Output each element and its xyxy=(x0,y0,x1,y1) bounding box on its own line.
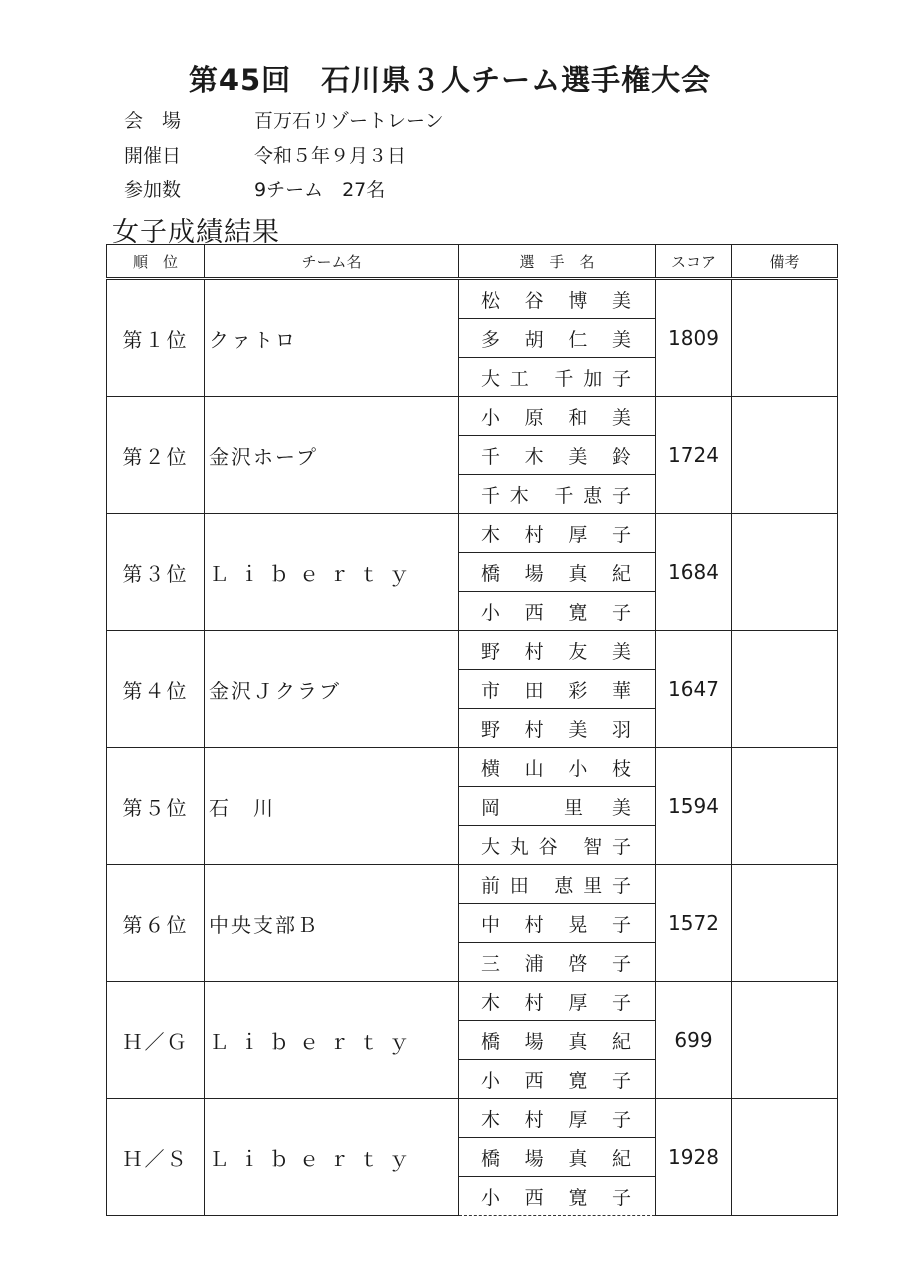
team-name-cell: Ｌｉｂｅｒｔｙ xyxy=(205,1099,459,1216)
player-name-cell: 小西寛子 xyxy=(459,1177,656,1216)
score-cell: 1572 xyxy=(656,865,732,982)
note-cell xyxy=(732,279,838,397)
header-rank: 順 位 xyxy=(107,245,205,279)
rank-cell: 第６位 xyxy=(107,865,205,982)
document-title: 第45回 石川県３人チーム選手権大会 xyxy=(188,63,712,97)
rank-cell: 第５位 xyxy=(107,748,205,865)
results-body xyxy=(107,279,838,1216)
score-cell: 1647 xyxy=(656,631,732,748)
rank-cell: Ｈ／Ｓ xyxy=(107,1099,205,1216)
info-value: 百万石リゾートレーン xyxy=(254,110,444,132)
info-venue xyxy=(124,106,444,133)
player-name-cell: 小西寛子 xyxy=(459,592,656,631)
player-name-cell: 橋場真紀 xyxy=(459,553,656,592)
section-title: 女子成績結果 xyxy=(112,217,280,248)
info-label: 会 場 xyxy=(124,110,182,132)
table-row xyxy=(107,982,838,1021)
player-name-cell: 中村晃子 xyxy=(459,904,656,943)
score-cell: 1684 xyxy=(656,514,732,631)
results-table xyxy=(106,244,838,1216)
header-note: 備考 xyxy=(732,245,838,279)
team-name-cell: 石 川 xyxy=(205,748,459,865)
player-name-cell: 小西寛子 xyxy=(459,1060,656,1099)
info-value: 9チーム 27名 xyxy=(254,179,386,201)
table-row xyxy=(107,748,838,787)
header-team: チーム名 xyxy=(205,245,459,279)
header-players: 選 手 名 xyxy=(459,245,656,279)
team-name-cell: Ｌｉｂｅｒｔｙ xyxy=(205,514,459,631)
player-name-cell: 千木美鈴 xyxy=(459,436,656,475)
info-value: 令和５年９月３日 xyxy=(254,145,407,167)
player-name-cell: 野村友美 xyxy=(459,631,656,670)
rank-cell: 第３位 xyxy=(107,514,205,631)
score-cell: 1594 xyxy=(656,748,732,865)
score-cell: 1809 xyxy=(656,279,732,397)
player-name-cell: 前田 恵里子 xyxy=(459,865,656,904)
player-name-cell: 多胡仁美 xyxy=(459,319,656,358)
table-row xyxy=(107,279,838,319)
team-name-cell: 金沢ホープ xyxy=(205,397,459,514)
player-name-cell: 木村厚子 xyxy=(459,514,656,553)
player-name-cell: 横山小枝 xyxy=(459,748,656,787)
info-participants xyxy=(124,175,385,202)
note-cell xyxy=(732,865,838,982)
player-name-cell: 松谷博美 xyxy=(459,279,656,319)
player-name-cell: 岡 里美 xyxy=(459,787,656,826)
player-name-cell: 木村厚子 xyxy=(459,1099,656,1138)
note-cell xyxy=(732,514,838,631)
team-name-cell: 中央支部Ｂ xyxy=(205,865,459,982)
team-name-cell: クァトロ xyxy=(205,279,459,397)
info-label: 開催日 xyxy=(124,145,182,167)
player-name-cell: 野村美羽 xyxy=(459,709,656,748)
player-name-cell: 大工 千加子 xyxy=(459,358,656,397)
note-cell xyxy=(732,748,838,865)
player-name-cell: 橋場真紀 xyxy=(459,1021,656,1060)
table-row xyxy=(107,631,838,670)
rank-cell: 第２位 xyxy=(107,397,205,514)
score-cell: 1928 xyxy=(656,1099,732,1216)
rank-cell: Ｈ／Ｇ xyxy=(107,982,205,1099)
note-cell xyxy=(732,631,838,748)
score-cell: 1724 xyxy=(656,397,732,514)
player-name-cell: 大丸谷 智子 xyxy=(459,826,656,865)
info-label: 参加数 xyxy=(124,179,182,201)
rank-cell: 第１位 xyxy=(107,279,205,397)
info-date xyxy=(124,141,406,168)
header-score: スコア xyxy=(656,245,732,279)
team-name-cell: 金沢Ｊクラブ xyxy=(205,631,459,748)
table-row xyxy=(107,865,838,904)
table-row xyxy=(107,514,838,553)
team-name-cell: Ｌｉｂｅｒｔｙ xyxy=(205,982,459,1099)
note-cell xyxy=(732,397,838,514)
note-cell xyxy=(732,982,838,1099)
player-name-cell: 三浦啓子 xyxy=(459,943,656,982)
player-name-cell: 橋場真紀 xyxy=(459,1138,656,1177)
rank-cell: 第４位 xyxy=(107,631,205,748)
player-name-cell: 千木 千恵子 xyxy=(459,475,656,514)
table-row xyxy=(107,1099,838,1138)
player-name-cell: 小原和美 xyxy=(459,397,656,436)
header-row xyxy=(107,245,838,279)
score-cell: 699 xyxy=(656,982,732,1099)
note-cell xyxy=(732,1099,838,1216)
table-row xyxy=(107,397,838,436)
player-name-cell: 市田彩華 xyxy=(459,670,656,709)
player-name-cell: 木村厚子 xyxy=(459,982,656,1021)
